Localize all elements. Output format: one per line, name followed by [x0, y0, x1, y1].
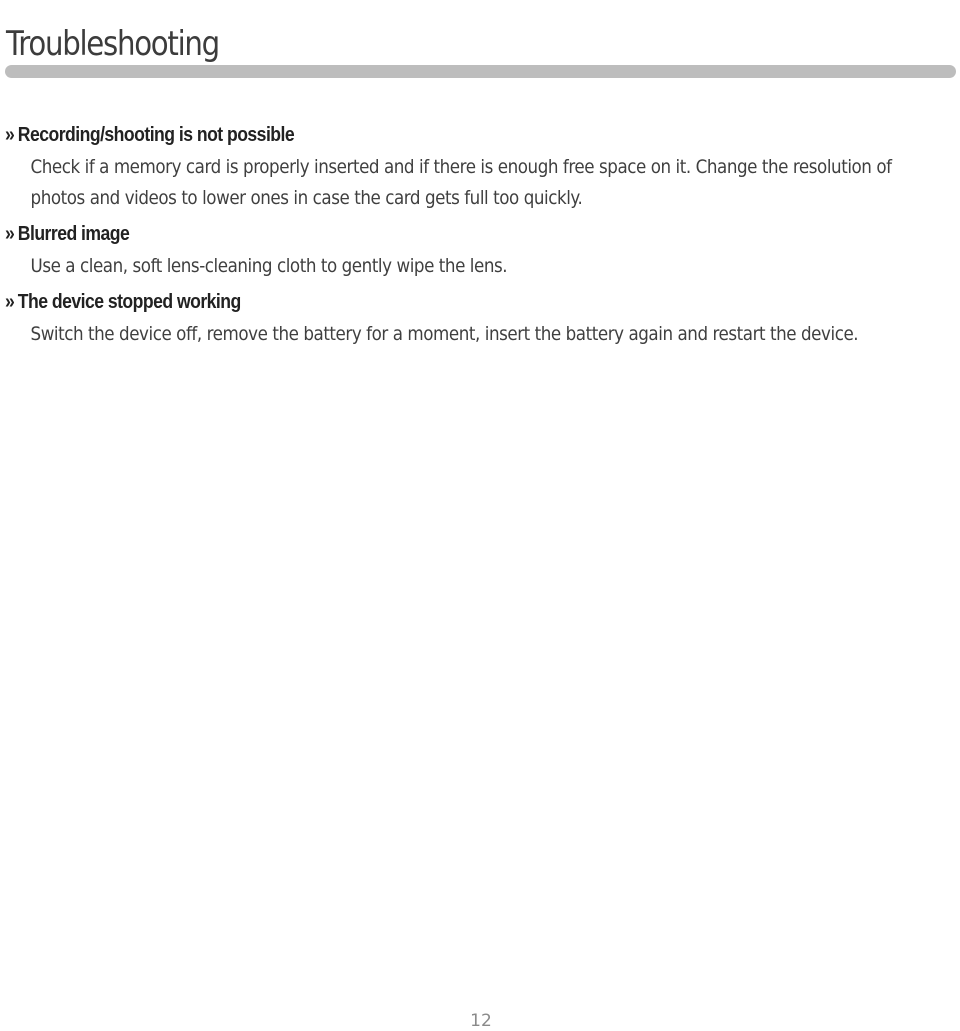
item-heading — [5, 285, 832, 319]
chevron-right-icon: » — [5, 124, 15, 146]
item-heading-text: Blurred image — [17, 223, 130, 245]
item-heading — [5, 118, 832, 152]
item-body: Use a clean, soft lens-cleaning cloth to gently wipe the lens. — [30, 255, 508, 277]
title-divider — [5, 65, 956, 78]
item-heading-text: Recording/shooting is not possible — [17, 124, 295, 146]
troubleshooting-item — [5, 217, 945, 282]
page-number: 12 — [470, 1011, 492, 1031]
chevron-right-icon: » — [5, 223, 15, 245]
troubleshooting-item — [5, 118, 945, 214]
chevron-right-icon: » — [5, 291, 15, 313]
item-heading — [5, 217, 832, 251]
item-heading-text: The device stopped working — [17, 291, 241, 313]
item-body: Switch the device off, remove the battery for a moment, insert the battery again and restart the device. — [30, 323, 859, 345]
troubleshooting-list — [5, 118, 945, 353]
page-title: Troubleshooting — [6, 23, 219, 64]
item-body: Check if a memory card is properly inserted and if there is enough free space on it. Change the resolution of photos and videos to lower ones in case the card gets full too quickly. — [30, 156, 892, 209]
troubleshooting-item — [5, 285, 945, 350]
